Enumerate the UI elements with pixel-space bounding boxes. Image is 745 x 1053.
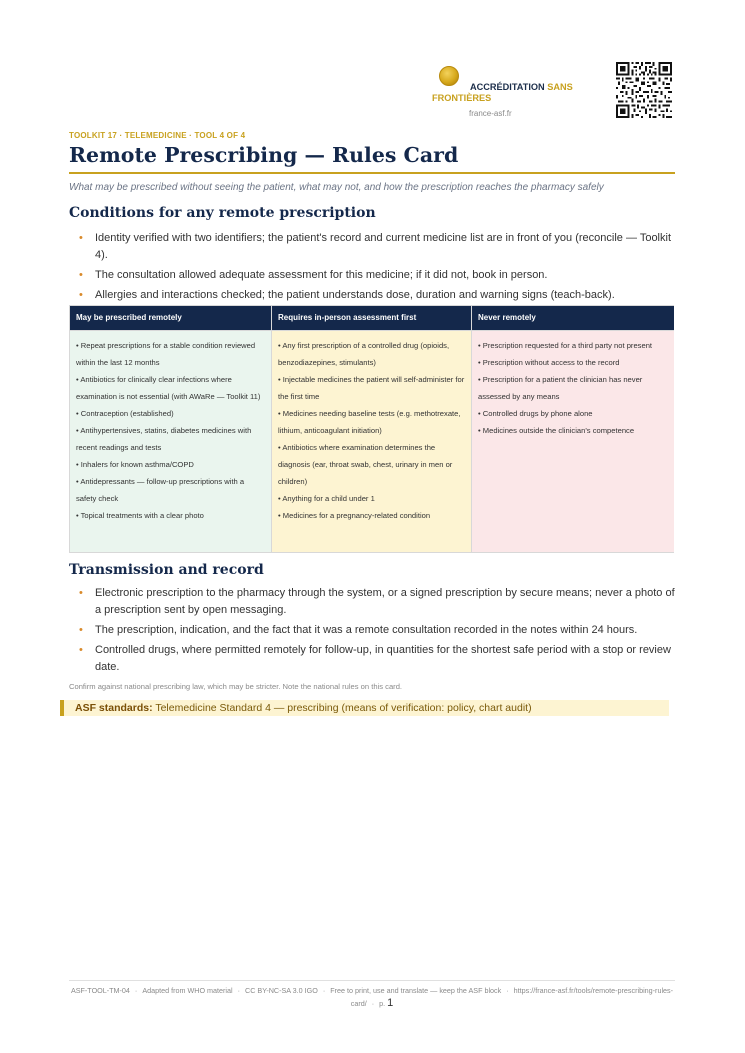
matrix-body-never (472, 330, 674, 552)
page-subtitle: What may be prescribed without seeing the patient, what may not, and how the prescription reaches the pharmacy safely (69, 182, 604, 193)
list-item: • Electronic prescription to the pharmacy through the system, or a signed prescription by secure means; never a photo of a prescription sent by open messaging. (69, 585, 681, 619)
matrix-item: • Anything for a child under 1 (278, 494, 375, 503)
list-item: • Identity verified with two identifiers; the patient's record and current medicine list are in front of you (reconcile — Toolkit 4). (69, 230, 681, 264)
toolkit-kicker: TOOLKIT 17 · TELEMEDICINE · TOOL 4 OF 4 (69, 131, 246, 140)
matrix-item: • Medicines needing baseline tests (e.g. methotrexate, lithium, anticoagulant initiation) (278, 409, 461, 435)
transmission-list (69, 585, 681, 679)
brand-name (432, 82, 592, 104)
matrix-item: • Injectable medicines the patient will self-administer for the first time (278, 375, 465, 401)
matrix-item: • Inhalers for known asthma/COPD (76, 460, 194, 469)
list-item: • The prescription, indication, and the fact that it was a remote consultation recorded in the notes within 24 hours. (69, 622, 681, 639)
matrix-header-in-person: Requires in-person assessment first (272, 306, 472, 330)
qr-code-icon (616, 62, 672, 118)
brand-name-gold-2: FRONTIÈRES (432, 93, 492, 103)
page-footer: ASF-TOOL-TM-04 · Adapted from WHO material · CC BY-NC-SA 3.0 IGO · Free to print, use and translate — keep the ASF block · https://france-asf.fr/tools/remote-prescribing-rules-card/ · p. 1 (70, 986, 674, 1009)
footer-adapted: Adapted from WHO material (142, 986, 233, 995)
matrix-item: • Antihypertensives, statins, diabetes medicines with recent readings and tests (76, 426, 252, 452)
footer-page-number: 1 (387, 997, 394, 1009)
matrix-item: • Repeat prescriptions for a stable condition reviewed within the last 12 months (76, 341, 256, 367)
legal-note: Confirm against national prescribing law, which may be stricter. Note the national rules on this card. (69, 682, 403, 691)
matrix-header-may: May be prescribed remotely (70, 306, 271, 330)
matrix-column-in-person (271, 306, 472, 552)
matrix-item: • Contraception (established) (76, 409, 174, 418)
conditions-list (69, 230, 681, 307)
matrix-item: • Prescription requested for a third party not present (478, 341, 653, 350)
matrix-item: • Topical treatments with a clear photo (76, 511, 204, 520)
matrix-item: • Medicines outside the clinician's competence (478, 426, 635, 435)
matrix-item: • Prescription without access to the record (478, 358, 620, 367)
brand-site: france-asf.fr (469, 109, 512, 118)
asf-standards-bar (60, 700, 669, 716)
footer-url[interactable]: https://france-asf.fr/tools/remote-prescribing-rules-card/ (350, 986, 674, 1008)
footer-free: Free to print, use and translate — keep the ASF block (330, 986, 502, 995)
matrix-item: • Medicines for a pregnancy-related condition (278, 511, 431, 520)
title-divider (69, 172, 675, 174)
matrix-header-never: Never remotely (472, 306, 674, 330)
conditions-heading: Conditions for any remote prescription (69, 205, 376, 221)
footer-license: CC BY-NC-SA 3.0 IGO (245, 986, 318, 995)
transmission-heading: Transmission and record (69, 562, 264, 578)
matrix-item: • Antidepressants — follow-up prescriptions with a safety check (76, 477, 245, 503)
matrix-item: • Any first prescription of a controlled drug (opioids, benzodiazepines, stimulants) (278, 341, 450, 367)
asf-standards-text: Telemedicine Standard 4 — prescribing (means of verification: policy, chart audit) (155, 702, 532, 714)
brand-name-gold-1: SANS (547, 82, 573, 92)
asf-standards-label: ASF standards: (75, 702, 153, 714)
matrix-body-in-person (272, 330, 472, 552)
matrix-item: • Prescription for a patient the clinician has never assessed by any means (478, 375, 643, 401)
list-item: • Allergies and interactions checked; the patient understands dose, duration and warning signs (teach-back). (69, 287, 681, 304)
list-item: • The consultation allowed adequate assessment for this medicine; if it did not, book in person. (69, 267, 681, 284)
matrix-item: • Controlled drugs by phone alone (478, 409, 593, 418)
page-title: Remote Prescribing — Rules Card (69, 143, 459, 167)
footer-page-label: p. (379, 999, 386, 1008)
brand-name-dark: ACCRÉDITATION (470, 82, 545, 92)
prescribing-matrix (69, 305, 674, 553)
matrix-item: • Antibiotics for clinically clear infections where examination is not essential (with AWaRe — Toolkit 11) (76, 375, 261, 401)
matrix-item: • Antibiotics where examination determines the diagnosis (ear, throat swab, chest, urinary in men or children) (278, 443, 453, 486)
footer-divider (69, 980, 675, 981)
footer-code: ASF-TOOL-TM-04 (70, 986, 130, 995)
list-item: • Controlled drugs, where permitted remotely for follow-up, in quantities for the shortest safe period with a stop or review date. (69, 642, 681, 676)
matrix-column-never (471, 306, 674, 552)
matrix-body-may (70, 330, 271, 552)
matrix-column-may (70, 306, 271, 552)
